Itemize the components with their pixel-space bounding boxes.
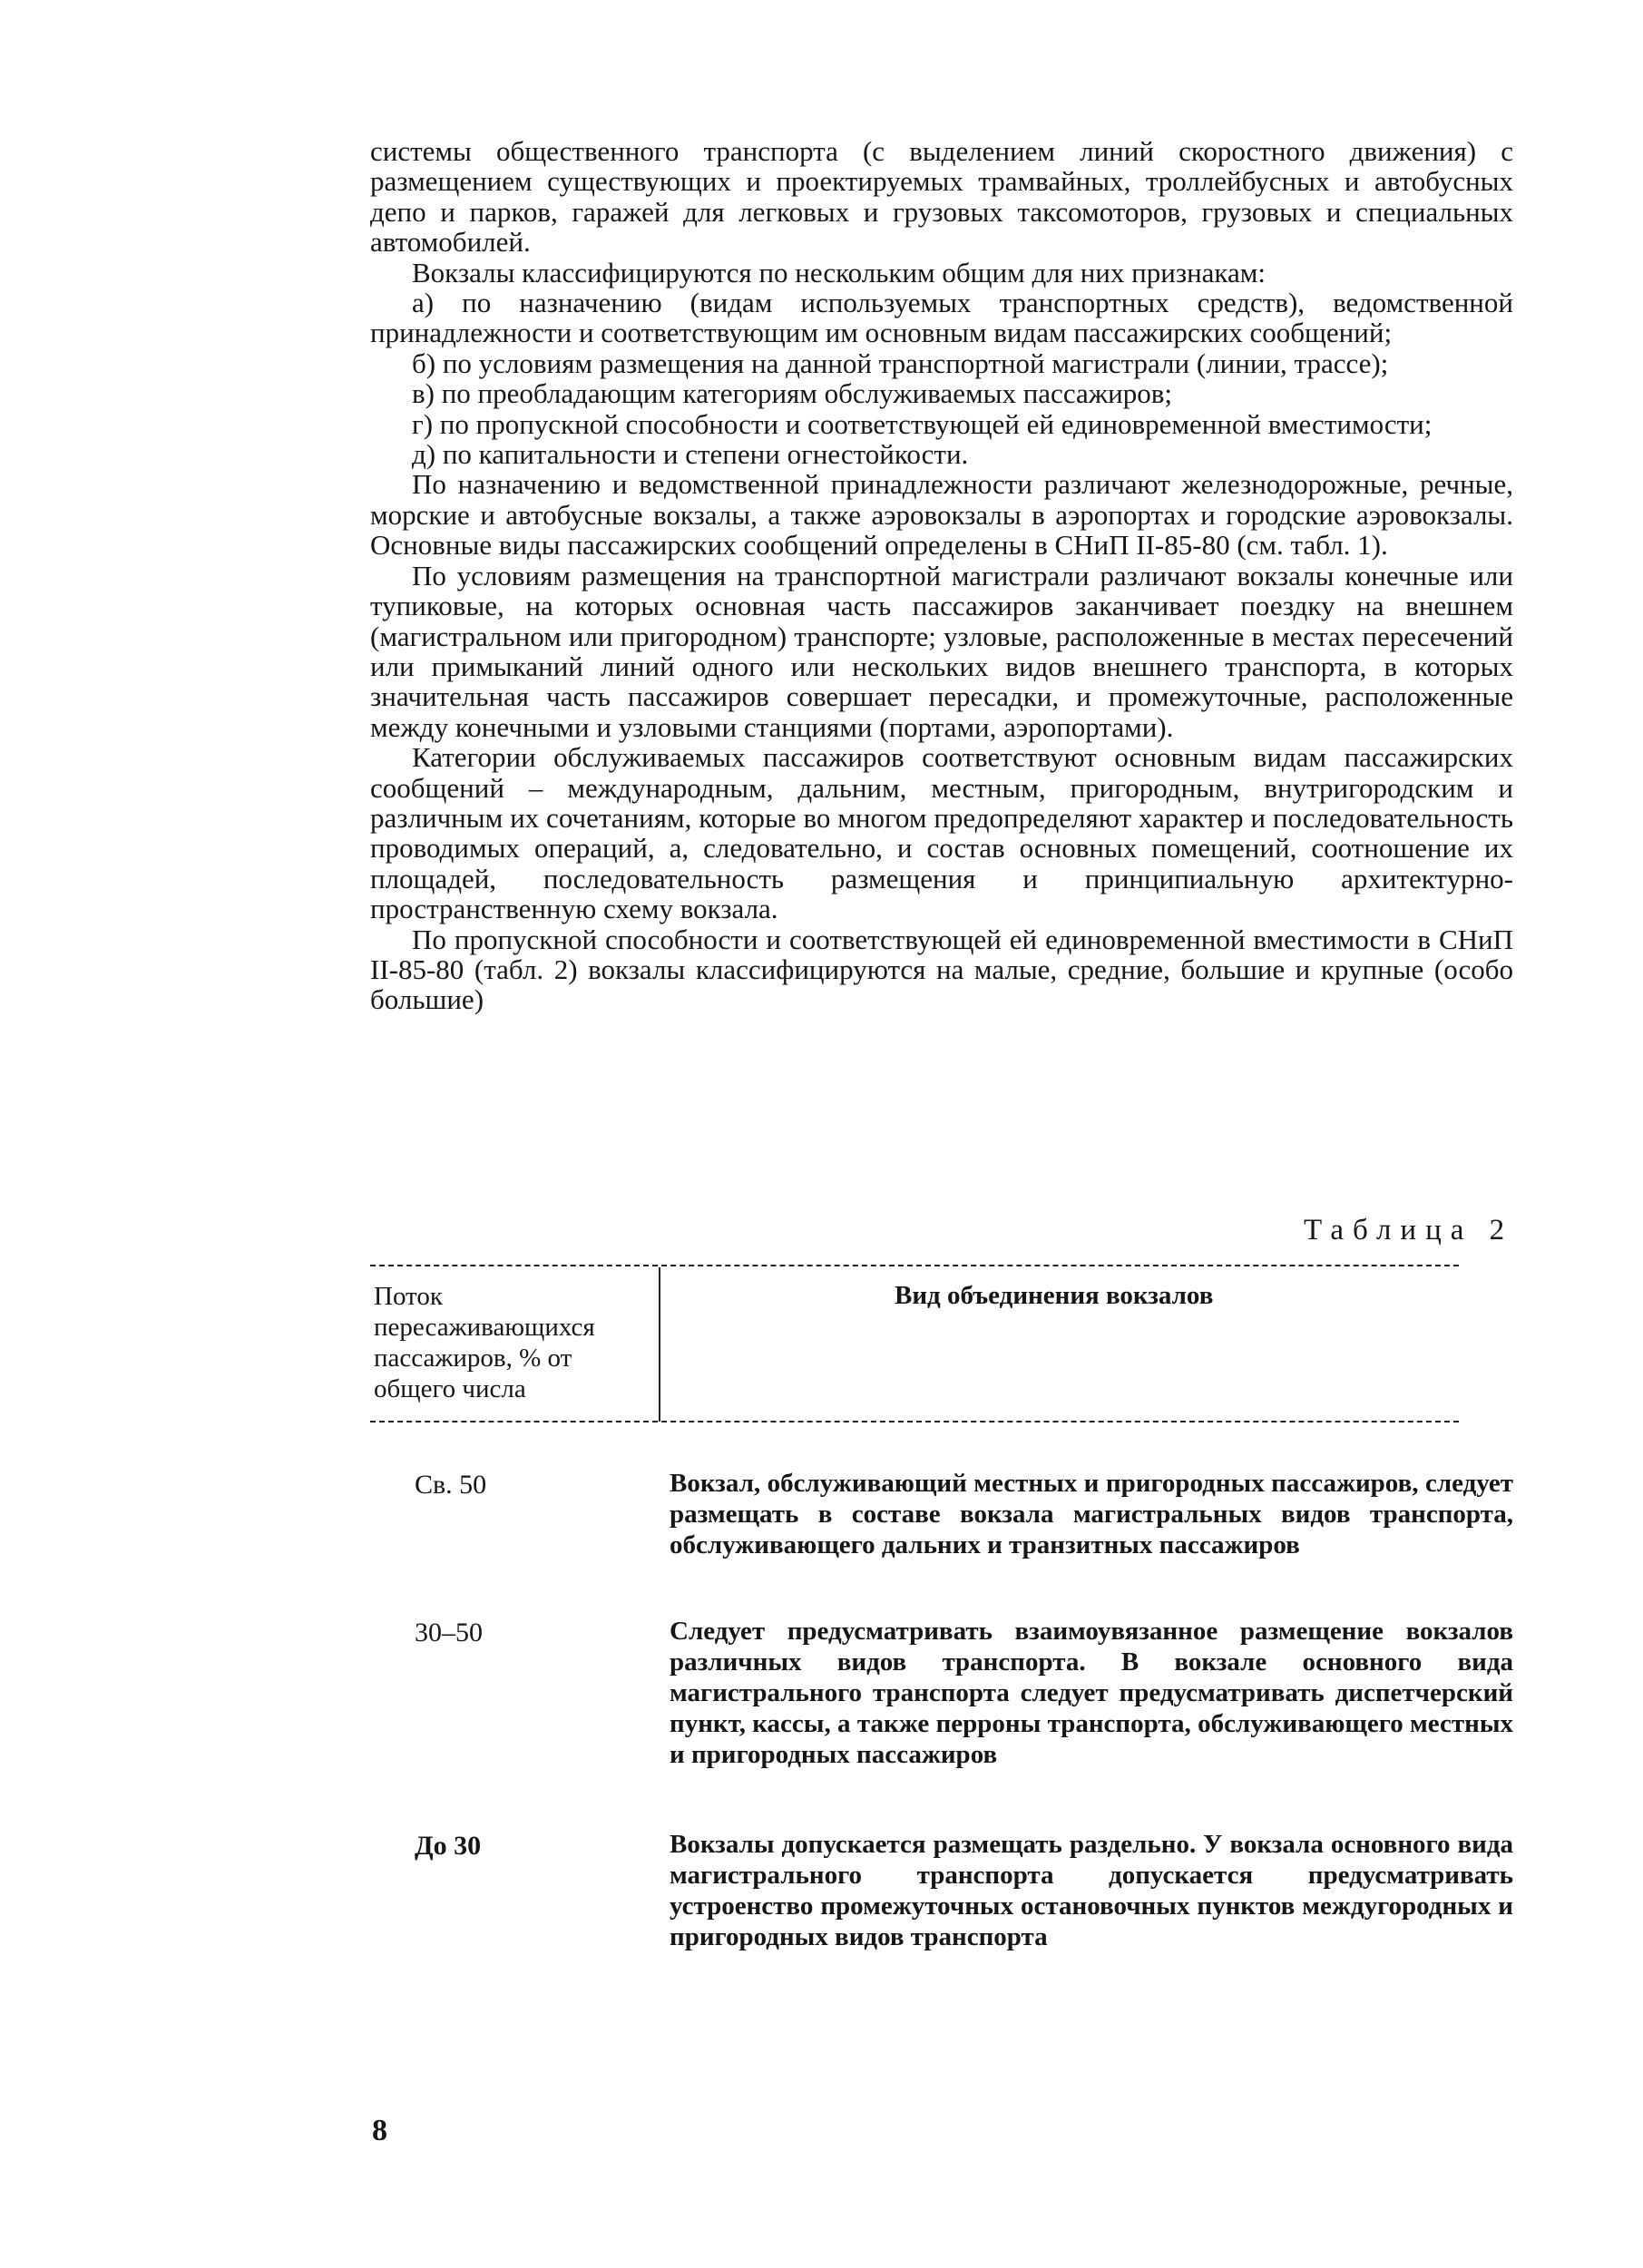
paragraph-categories: Категории обслуживаемых пассажиров соответствуют основным видам пассажирских сообщений – международным, дальним, местным, пригородным, внутригородским и различным их сочетаниям, которые во многом предопределяют характер и последовательность проводимых операций, а, следовательно, и состав основных помещений, соотношение их площадей, последовательность размещения и принципиальную архитектурно-пространственную схему вокзала. bbox=[370, 741, 1513, 925]
list-item-g: г) по пропускной способности и соответствующей ей единовременной вместимости; bbox=[412, 407, 1433, 440]
paragraph-placement: По условиям размещения на транспортной магистрали различают вокзалы конечные или тупиковые, на которых основная часть пассажиров заканчивает поездку на внешнем (магистральном или пригородном) транспорте; узловые, расположенные в местах пересечений или примыканий линий одного или нескольких видов внешнего транспорта, в которых значительная часть пассажиров совершает пересадки, и промежуточные, расположенные между конечными и узловыми станциями (портами, аэропортами). bbox=[370, 559, 1513, 743]
page-number: 8 bbox=[372, 2114, 387, 2147]
body-text bbox=[370, 136, 1513, 1015]
list-item-v: в) по преобладающим категориям обслуживаемых пассажиров; bbox=[412, 377, 1172, 410]
list-item-b: б) по условиям размещения на данной транспортной магистрали (линии, трассе); bbox=[412, 347, 1389, 379]
list-item-d: д) по капитальности и степени огнестойкости. bbox=[412, 438, 969, 471]
table-row-key: 30–50 bbox=[415, 1618, 483, 1647]
table-row-value: Вокзал, обслуживающий местных и пригородных пассажиров, следует размещать в составе вокзала магистральных видов транспорта, обслуживающего дальних и транзитных пассажиров bbox=[670, 1469, 1513, 1559]
table-row-key: Св. 50 bbox=[415, 1470, 487, 1500]
table-header-type: Вид объединения вокзалов bbox=[895, 1281, 1214, 1310]
table-header-flow: Поток пересаживающихся пассажиров, % от общего числа bbox=[374, 1282, 595, 1403]
table-header-rule bbox=[370, 1421, 1459, 1422]
table-top-rule bbox=[370, 1265, 1459, 1266]
table-row-value: Вокзалы допускается размещать раздельно. У вокзала основного вида магистрального транспорта допускается предусматривать устроенство промежуточных остановочных пунктов междугородных и пригородных видов транспорта bbox=[670, 1830, 1513, 1951]
paragraph-capacity: По пропускной способности и соответствующей ей единовременной вместимости в СНиП II-85-80 (табл. 2) вокзалы классифицируются на малые, средние, большие и крупные (особо большие) bbox=[370, 923, 1513, 1016]
paragraph-purpose: По назначению и ведомственной принадлежности различают железнодорожные, речные, морские и автобусные вокзалы, а также аэровокзалы в аэропортах и городские аэровокзалы. Основные виды пассажирских сообщений определены в СНиП II-85-80 (см. табл. 1). bbox=[370, 468, 1513, 562]
paragraph-intro: системы общественного транспорта (с выделением линий скоростного движения) с размещением существующих и проектируемых трамвайных, троллейбусных и автобусных депо и парков, гаражей для легковых и грузовых таксомоторов, грузовых и специальных автомобилей. bbox=[370, 135, 1513, 259]
paragraph-classification: Вокзалы классифицируются по нескольким общим для них признакам: bbox=[412, 256, 1266, 288]
list-item-a: а) по назначению (видам используемых транспортных средств), ведомственной принадлежности и соответствующим им основным видам пассажирских сообщений; bbox=[370, 287, 1513, 349]
table-row-value: Следует предусматривать взаимоувязанное размещение вокзалов различных видов транспорта. В вокзале основного вида магистрального транспорта следует предусматривать диспетчерский пункт, кассы, а также перроны транспорта, обслуживающего местных и пригородных пассажиров bbox=[670, 1617, 1513, 1769]
table-caption: Таблица 2 bbox=[1304, 1214, 1514, 1246]
table-row-key: До 30 bbox=[415, 1831, 482, 1861]
table-column-divider bbox=[659, 1267, 660, 1422]
